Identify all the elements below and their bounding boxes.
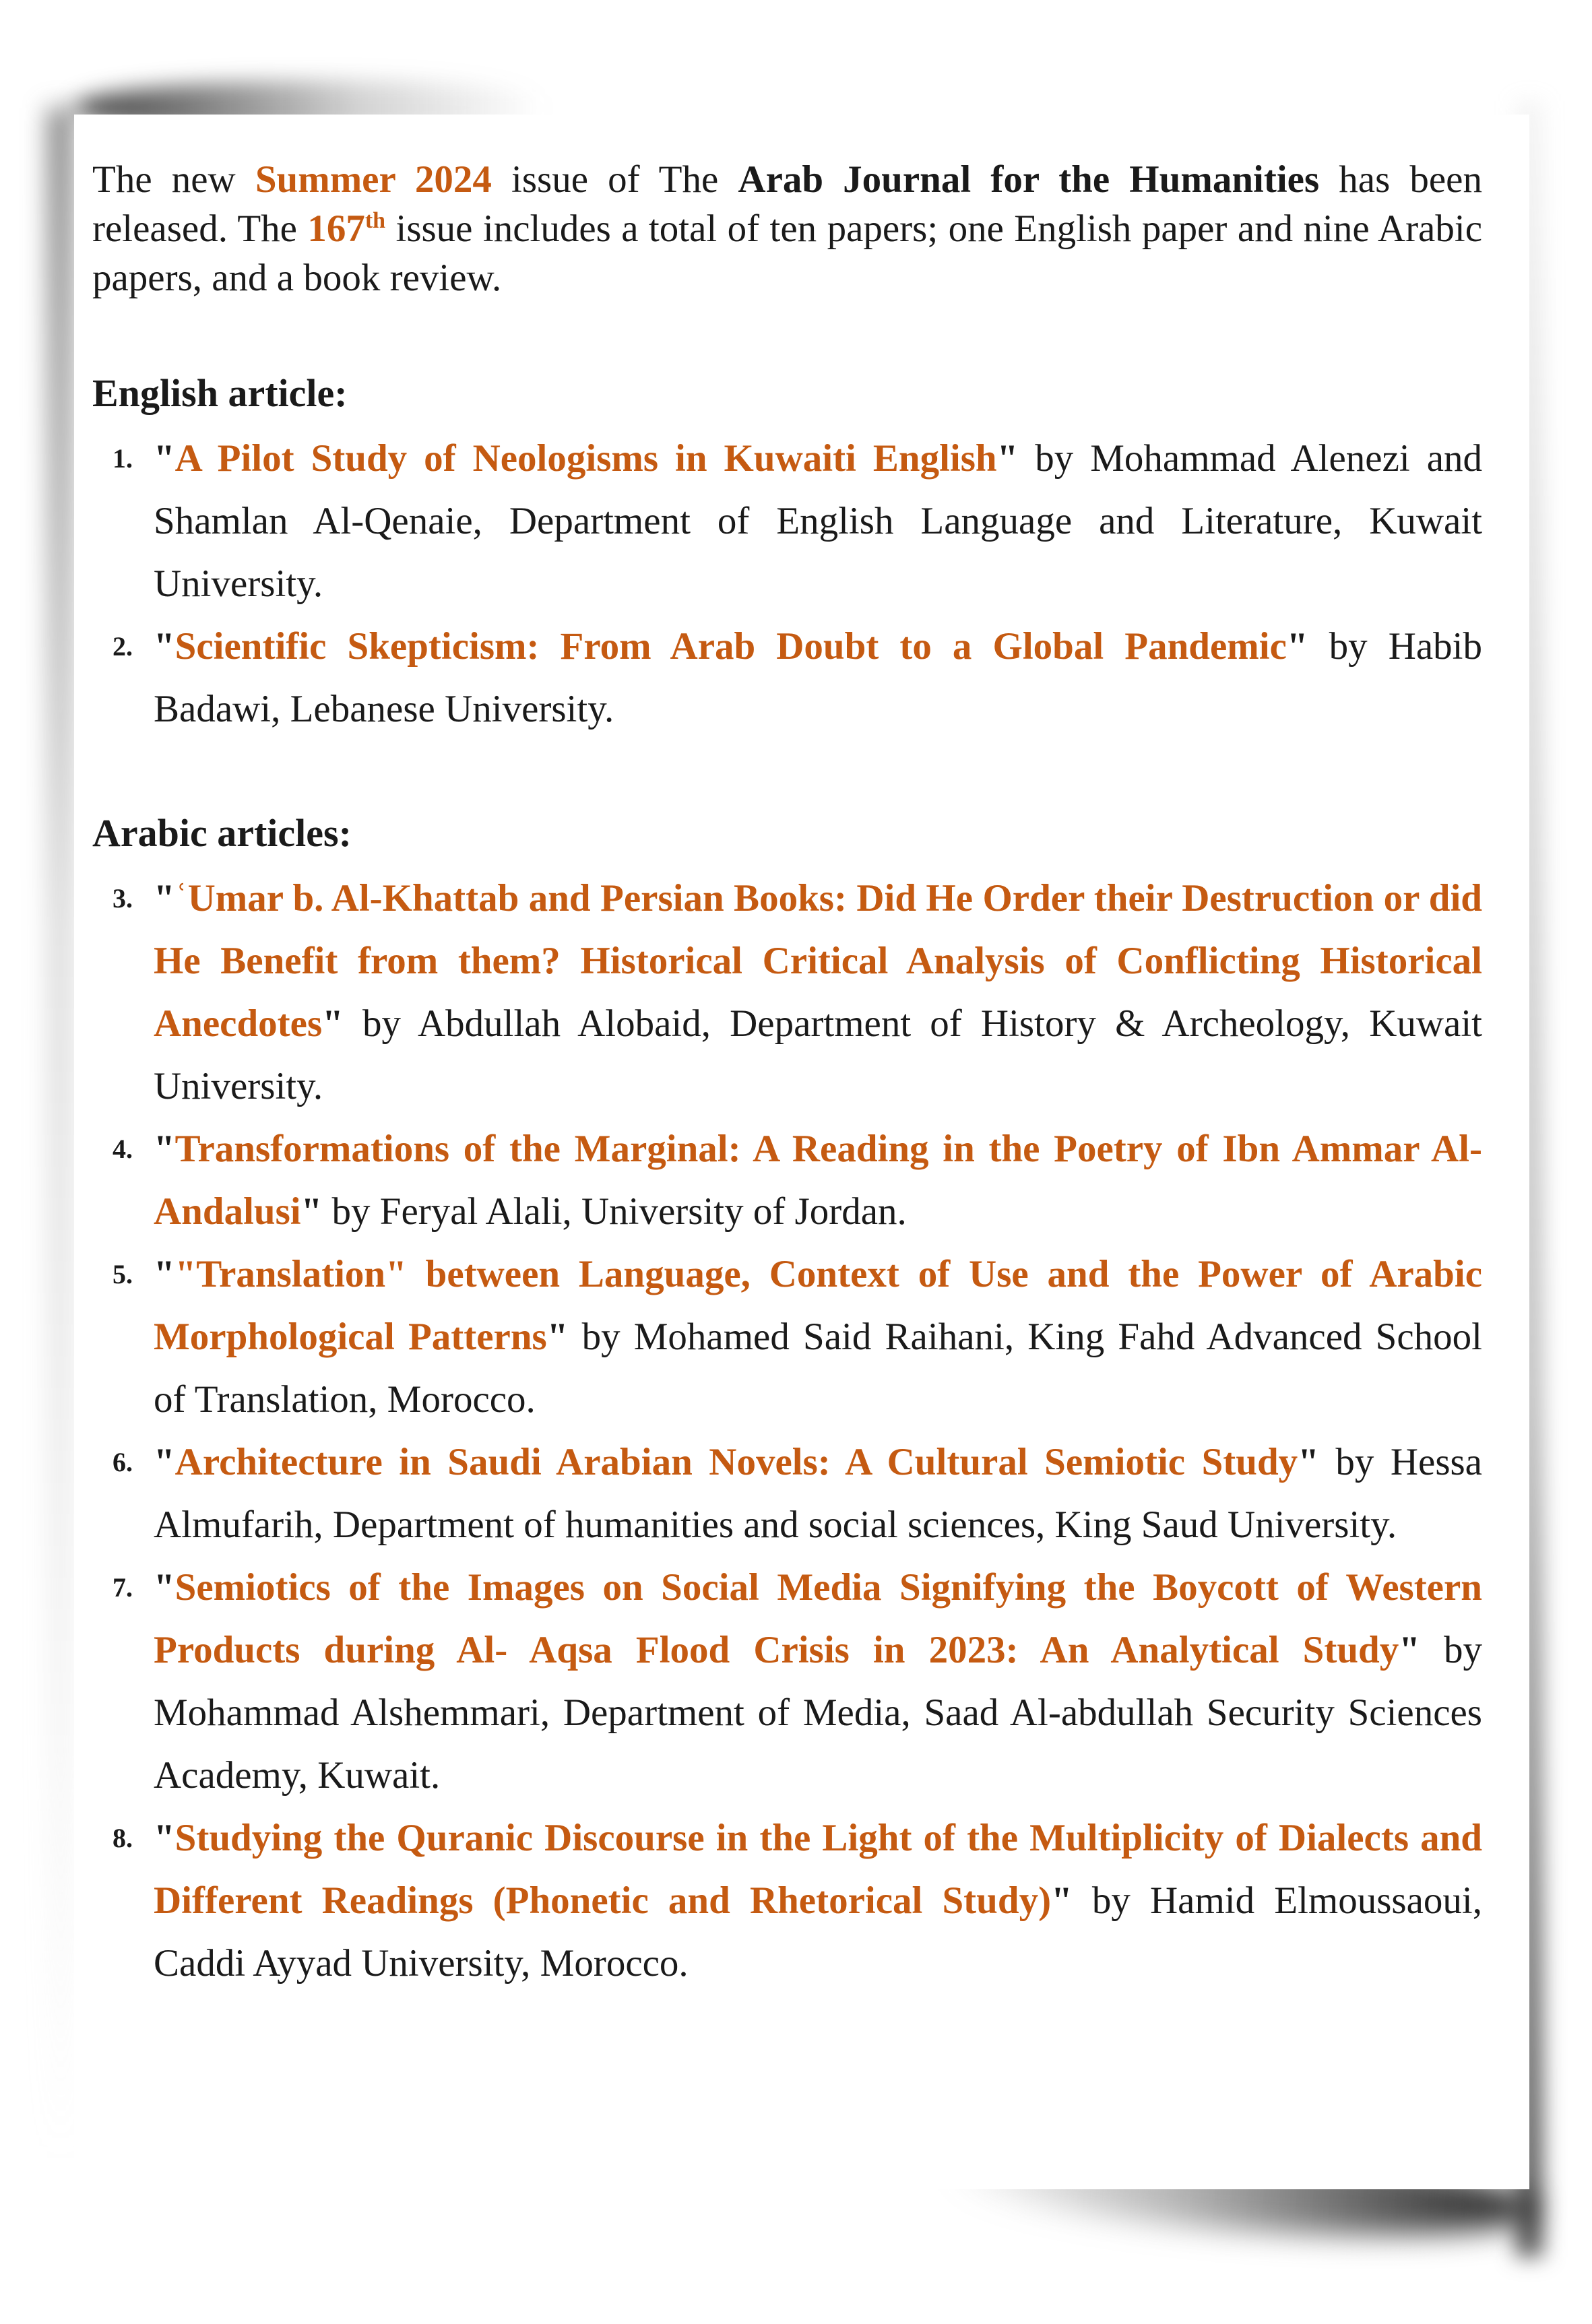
article-item [92,1243,1482,1431]
article-item [92,867,1482,1118]
quote-mark: " [154,877,175,919]
article-title: Transformations of the Marginal: A Reading in the Poetry of Ibn Ammar Al-Andalusi [154,1128,1482,1233]
issue-number-value: 167 [307,207,365,250]
article-item [92,1556,1482,1807]
quote-mark: " [1399,1629,1420,1671]
article-title: A Pilot Study of Neologisms in Kuwaiti English [174,437,997,480]
article-item [92,1431,1482,1556]
quote-mark: " [996,437,1019,480]
quote-mark: " [154,437,175,480]
intro-text: The new [92,158,255,201]
article-authors: by Hamid Elmoussaoui, Caddi Ayyad University, Morocco. [154,1879,1482,1984]
article-number: 1. [113,443,133,474]
quote-mark: " [1051,1879,1073,1922]
quote-mark: " [154,1566,175,1609]
article-authors: by Habib Badawi, Lebanese University. [154,625,1482,730]
intro-text: has been released. The [92,158,1482,250]
intro-text: issue of The [491,158,738,201]
article-number: 4. [113,1134,133,1164]
article-title: Architecture in Saudi Arabian Novels: A Cultural Semiotic Study [174,1441,1298,1483]
quote-mark: " [154,1817,175,1859]
article-title: Scientific Skepticism: From Arab Doubt to a Global Pandemic [174,625,1287,668]
article-authors: by Feryal Alali, University of Jordan. [322,1190,907,1233]
article-number: 6. [113,1447,133,1477]
article-item [92,427,1482,615]
intro-paragraph [92,155,1482,302]
article-number: 7. [113,1572,133,1603]
article-item [92,1807,1482,1995]
quote-mark: " [1298,1441,1319,1483]
quote-mark: " [154,625,175,668]
issue-season: Summer 2024 [255,158,492,201]
quote-mark: " [1286,625,1308,668]
issue-number [307,207,385,250]
article-item [92,1118,1482,1243]
english-article-list [92,427,1482,740]
article-authors: by Mohammad Alenezi and Shamlan Al-Qenaie, Department of English Language and Literature, Kuwait University. [154,437,1482,605]
article-authors: by Abdullah Alobaid, Department of History & Archeology, Kuwait University. [154,1002,1482,1107]
quote-mark: " [154,1253,175,1295]
page-shadow-left [47,108,74,2162]
article-number: 5. [113,1259,133,1289]
article-item [92,615,1482,740]
intro-text: issue includes a total of ten papers; one English paper and nine Arabic papers, and a book review. [92,207,1482,299]
article-number: 3. [113,883,133,913]
arabic-article-list [92,867,1482,1995]
article-authors: by Mohammad Alshemmari, Department of Media, Saad Al-abdullah Security Sciences Academy, Kuwait. [154,1629,1483,1797]
article-number: 8. [113,1823,133,1853]
arabic-heading: Arabic articles: [92,811,352,855]
english-heading: English article: [92,371,348,415]
article-title: Semiotics of the Images on Social Media Signifying the Boycott of Western Products during Al- Aqsa Flood Crisis in 2023: An Analytical Study [154,1566,1482,1671]
journal-name: Arab Journal for the Humanities [738,158,1320,201]
quote-mark: " [154,1128,175,1170]
announcement [92,155,1482,1995]
quote-mark: " [546,1316,569,1358]
article-title: ʿUmar b. Al-Khattab and Persian Books: Did He Order their Destruction or did He Benefit from them? Historical Critical Analysis of Conflicting Historical Anecdotes [154,877,1482,1045]
article-title: "Translation" between Language, Context of Use and the Power of Arabic Morphological Patterns [154,1253,1482,1358]
quote-mark: " [322,1002,344,1045]
quote-mark: " [300,1190,323,1233]
issue-number-suffix: th [364,208,386,233]
quote-mark: " [154,1441,175,1483]
article-authors: by Hessa Almufarih, Department of humanities and social sciences, King Saud University. [154,1441,1482,1546]
article-title: Studying the Quranic Discourse in the Light of the Multiplicity of Dialects and Different Readings (Phonetic and Rhetorical Study) [154,1817,1482,1922]
article-number: 2. [113,631,133,661]
article-authors: by Mohamed Said Raihani, King Fahd Advanced School of Translation, Morocco. [154,1316,1482,1421]
